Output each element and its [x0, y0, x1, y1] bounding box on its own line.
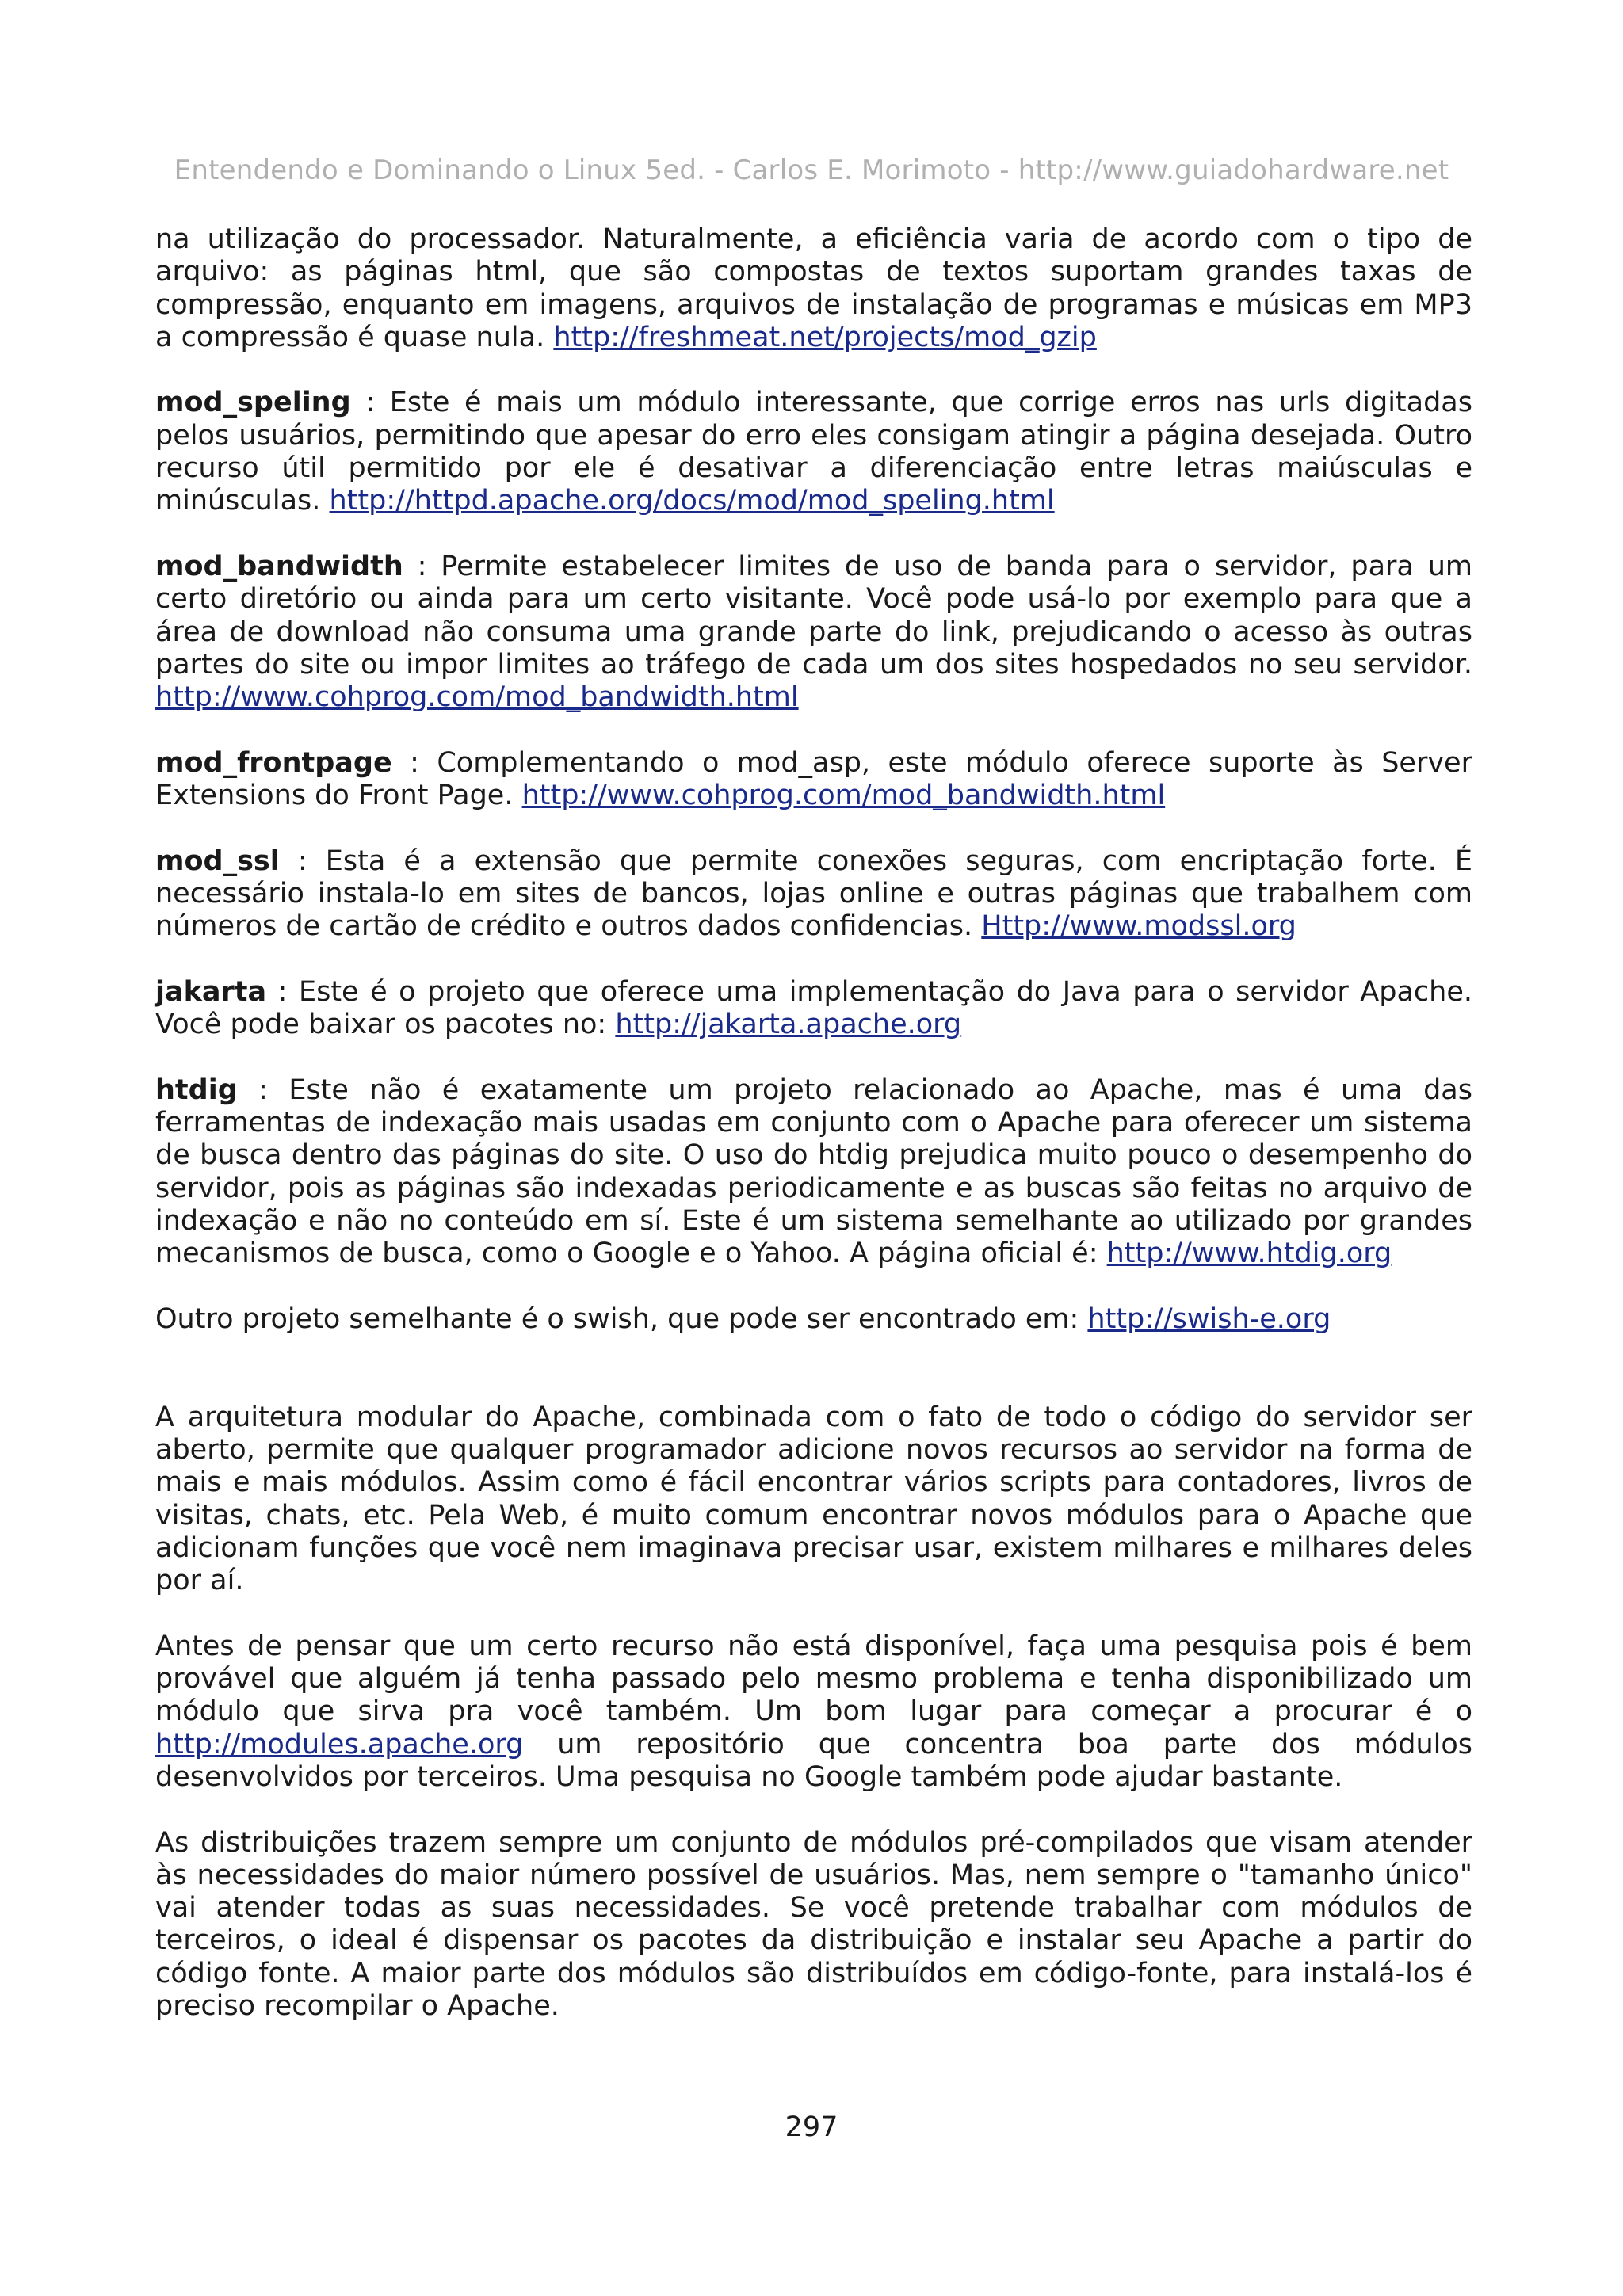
paragraph-text: Outro projeto semelhante é o swish, que pode ser encontrado em: [155, 1302, 1088, 1335]
link-mod-ssl[interactable]: Http://www.modssl.org [981, 910, 1296, 943]
paragraph-mod-frontpage [155, 747, 1472, 813]
link-mod-bandwidth[interactable]: http://www.cohprog.com/mod_bandwidth.html [155, 681, 799, 714]
link-mod-speling[interactable]: http://httpd.apache.org/docs/mod/mod_speling.html [329, 485, 1055, 517]
paragraph-swish [155, 1303, 1472, 1336]
link-mod-gzip[interactable]: http://freshmeat.net/projects/mod_gzip [553, 321, 1097, 353]
term-mod-bandwidth: mod_bandwidth [155, 550, 403, 582]
paragraph-text: As distribuições trazem sempre um conjunto de módulos pré-compilados que visam atender às necessidades do maior número possível de usuários. Mas, nem sempre o "tamanho único" vai atender todas as suas necessidades. Se você pretende trabalhar com módulos de terceiros, o ideal é dispensar os pacotes da distribuição e instalar seu Apache a partir do código fonte. A maior parte dos módulos são distribuídos em código-fonte, para instalá-los é preciso recompilar o Apache. [155, 1826, 1472, 2023]
page-number: 297 [785, 2111, 838, 2143]
paragraph-text: : Este não é exatamente um projeto relacionado ao Apache, mas é uma das ferramentas de indexação mais usadas em conjunto com o Apache para oferecer um sistema de busca dentro das páginas do site. O uso do htdig prejudica muito pouco o desempenho do servidor, pois as páginas são indexadas periodicamente e as buscas são feitas no arquivo de indexação e não no conteúdo em sí. Este é um sistema semelhante ao utilizado por grandes mecanismos de busca, como o Google e o Yahoo. A página oficial é: [155, 1074, 1472, 1270]
link-modules-apache[interactable]: http://modules.apache.org [155, 1728, 524, 1760]
paragraph-htdig [155, 1074, 1472, 1271]
paragraph-mod-speling [155, 387, 1472, 517]
paragraph-text: : Esta é a extensão que permite conexões seguras, com encriptação forte. É necessário instala-lo em sites de bancos, lojas online e outras páginas que trabalhem com números de cartão de crédito e outros dados confidencias. [155, 845, 1472, 943]
paragraph-text: : Permite estabelecer limites de uso de banda para o servidor, para um certo diretório ou ainda para um certo visitante. Você pode usá-lo por exemplo para que a área de download não consuma uma grande parte do link, prejudicando o acesso às outras partes do site ou impor limites ao tráfego de cada um dos sites hospedados no seu servidor. [155, 550, 1472, 681]
term-jakarta: jakarta [155, 975, 267, 1008]
paragraph-search-modules [155, 1630, 1472, 1794]
paragraph-text: A arquitetura modular do Apache, combinada com o fato de todo o código do servidor ser aberto, permite que qualquer programador adicione novos recursos ao servidor na forma de mais e mais módulos. Assim como é fácil encontrar vários scripts para contadores, livros de visitas, chats, etc. Pela Web, é muito comum encontrar novos módulos para o Apache que adicionam funções que você nem imaginava precisar usar, existem milhares e milhares deles por aí. [155, 1401, 1472, 1597]
paragraph-modular-architecture [155, 1402, 1472, 1598]
paragraph-text: : Complementando o mod_asp, este módulo oferece suporte às Server Extensions do Front Page. [155, 746, 1472, 812]
paragraph-text-after: um repositório que concentra boa parte dos módulos desenvolvidos por terceiros. Uma pesquisa no Google também pode ajudar bastante. [155, 1728, 1472, 1793]
paragraph-text: : Este é o projeto que oferece uma implementação do Java para o servidor Apache. Você pode baixar os pacotes no: [155, 975, 1472, 1041]
paragraph-distributions [155, 1827, 1472, 2023]
term-htdig: htdig [155, 1074, 238, 1106]
term-mod-frontpage: mod_frontpage [155, 746, 392, 779]
term-mod-speling: mod_speling [155, 387, 351, 419]
term-mod-ssl: mod_ssl [155, 845, 280, 877]
paragraph-mod-bandwidth [155, 551, 1472, 714]
paragraph-text: na utilização do processador. Naturalmente, a eficiência varia de acordo com o tipo de arquivo: as páginas html, que são compostas de textos suportam grandes taxas de compressão, enquanto em imagens, arquivos de instalação de programas e músicas em MP3 a compressão é quase nula. [155, 223, 1472, 353]
link-htdig[interactable]: http://www.htdig.org [1106, 1238, 1392, 1270]
link-mod-frontpage[interactable]: http://www.cohprog.com/mod_bandwidth.html [521, 780, 1166, 812]
paragraph-jakarta [155, 976, 1472, 1042]
running-header: Entendendo e Dominando o Linux 5ed. - Carlos E. Morimoto - http://www.guiadohardware.net [174, 154, 1449, 186]
paragraph-text: Antes de pensar que um certo recurso não está disponível, faça uma pesquisa pois é bem provável que alguém já tenha passado pelo mesmo problema e tenha disponibilizado um módulo que sirva pra você também. Um bom lugar para começar a procurar é o [155, 1630, 1472, 1728]
link-jakarta[interactable]: http://jakarta.apache.org [615, 1009, 962, 1041]
paragraph-text: : Este é mais um módulo interessante, que corrige erros nas urls digitadas pelos usuários, permitindo que apesar do erro eles consigam atingir a página desejada. Outro recurso útil permitido por ele é desativar a diferenciação entre letras maiúsculas e minúsculas. [155, 387, 1472, 517]
page-body [155, 223, 1472, 2056]
link-swish[interactable]: http://swish-e.org [1087, 1302, 1331, 1335]
paragraph-mod-gzip [155, 223, 1472, 354]
paragraph-mod-ssl [155, 845, 1472, 944]
